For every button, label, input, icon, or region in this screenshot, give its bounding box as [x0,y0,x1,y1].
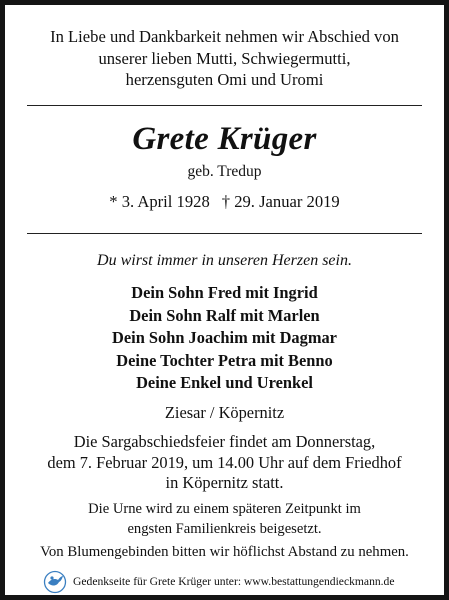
place-names: Ziesar / Köpernitz [164,403,285,422]
intro-line: herzensguten Omi und Uromi [125,70,324,89]
family-member: Deine Tochter Petra mit Benno [116,350,333,370]
service-line: dem 7. Februar 2019, um 14.00 Uhr auf dem Friedhof [47,452,402,472]
funeral-service-info [10,432,439,494]
family-member: Dein Sohn Joachim mit Dagmar [112,328,337,347]
family-member: Dein Sohn Ralf mit Marlen [129,305,320,325]
memorial-quote: Du wirst immer in unseren Herzen sein. [97,252,352,269]
memorial-page-link[interactable]: Gedenkseite für Grete Krüger unter: www.bestattungendieckmann.de [73,575,395,588]
urn-line: engsten Familienkreis beigesetzt. [127,520,322,537]
flowers-note: Von Blumengebinden bitten wir höflichst Abstand zu nehmen. [40,544,409,560]
deceased-name: Grete Krüger [132,121,317,157]
life-dates [10,191,439,213]
birth-date: * 3. April 1928 [109,192,210,211]
death-date: † 29. Januar 2019 [221,192,340,211]
memorial-page-footer[interactable] [43,571,395,593]
intro-line: unserer lieben Mutti, Schwiegermutti, [98,48,351,68]
divider-top [27,105,422,106]
maiden-name: geb. Tredup [187,163,262,180]
service-line: Die Sargabschiedsfeier findet am Donnerstag, [73,432,376,451]
family-member: Deine Enkel und Urenkel [136,373,313,392]
intro-text [10,26,439,91]
divider-middle [27,233,422,234]
intro-line: In Liebe und Dankbarkeit nehmen wir Abschied von [50,27,399,46]
family-member: Dein Sohn Fred mit Ingrid [131,283,318,302]
urn-line: Die Urne wird zu einem späteren Zeitpunkt im [88,501,361,517]
family-list [10,282,439,395]
memorial-dove-icon [43,570,67,594]
urn-info [10,500,439,539]
service-line: in Köpernitz statt. [165,473,284,492]
